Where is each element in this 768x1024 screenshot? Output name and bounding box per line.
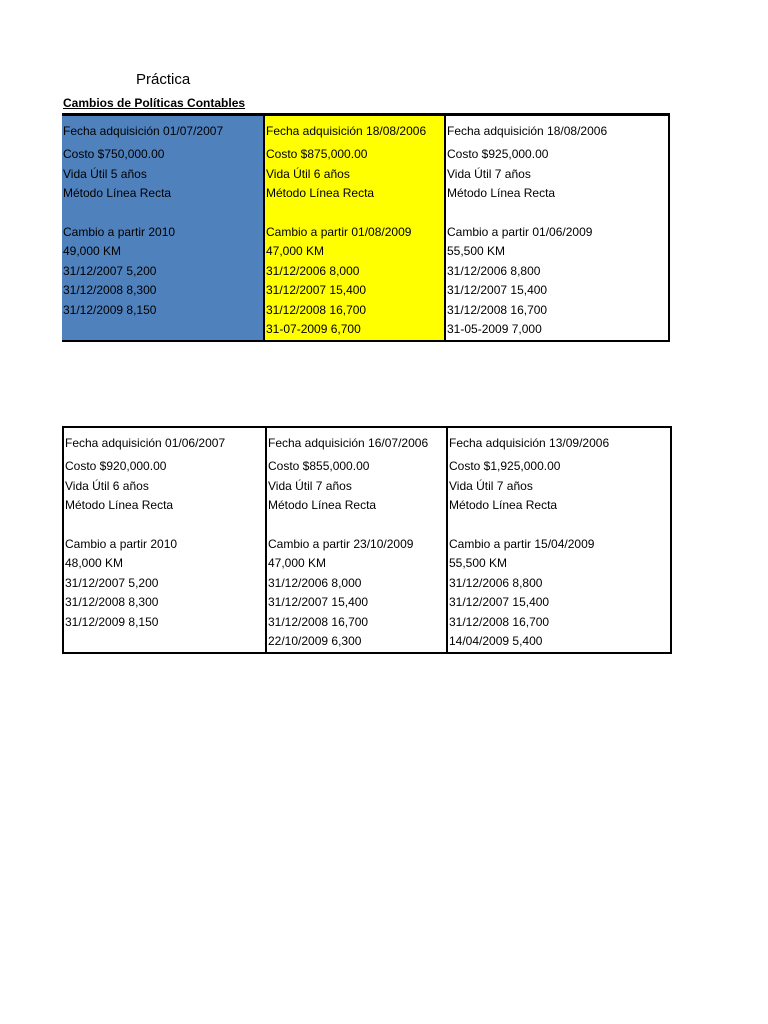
usage-entry: 31/12/2008 8,300 bbox=[65, 595, 159, 609]
method: Método Línea Recta bbox=[268, 498, 377, 512]
total-km: 55,500 KM bbox=[449, 556, 508, 570]
usage-entry: 31/12/2009 8,150 bbox=[65, 614, 159, 629]
change-from: Cambio a partir 01/08/2009 bbox=[266, 224, 412, 239]
usage-entry: 31/12/2007 5,200 bbox=[65, 575, 159, 590]
change-from: Cambio a partir 01/06/2009 bbox=[447, 224, 593, 239]
usage-entry: 31/12/2007 15,400 bbox=[268, 595, 369, 609]
usage-entry: 31/12/2006 8,800 bbox=[449, 575, 543, 590]
acquisition-date: Fecha adquisición 01/06/2007 bbox=[65, 436, 226, 450]
page-subtitle: Cambios de Políticas Contables bbox=[63, 96, 246, 110]
acquisition-date: Fecha adquisición 18/08/2006 bbox=[447, 124, 608, 138]
total-km: 47,000 KM bbox=[266, 244, 325, 258]
asset-column bbox=[266, 427, 447, 653]
method: Método Línea Recta bbox=[65, 498, 174, 512]
usage-entry: 31/12/2007 15,400 bbox=[447, 283, 548, 297]
asset-table-2 bbox=[62, 426, 672, 654]
usage-entry: 31/12/2008 16,700 bbox=[268, 614, 369, 629]
asset-column bbox=[445, 115, 669, 341]
usage-entry: 31/12/2009 8,150 bbox=[63, 302, 157, 317]
useful-life: Vida Útil 7 años bbox=[447, 166, 531, 181]
acquisition-date: Fecha adquisición 16/07/2006 bbox=[268, 436, 429, 450]
asset-column bbox=[264, 115, 445, 341]
useful-life: Vida Útil 5 años bbox=[63, 166, 147, 181]
usage-entry: 31-05-2009 7,000 bbox=[447, 322, 542, 336]
total-km: 47,000 KM bbox=[268, 556, 327, 570]
change-from: Cambio a partir 2010 bbox=[63, 224, 176, 239]
change-from: Cambio a partir 2010 bbox=[65, 536, 178, 551]
useful-life: Vida Útil 7 años bbox=[268, 478, 352, 493]
useful-life: Vida Útil 7 años bbox=[449, 478, 533, 493]
cost: Costo $920,000.00 bbox=[65, 459, 167, 473]
total-km: 55,500 KM bbox=[447, 244, 506, 258]
usage-entry: 31/12/2007 5,200 bbox=[63, 263, 157, 278]
method: Método Línea Recta bbox=[63, 186, 172, 200]
usage-entry: 22/10/2009 6,300 bbox=[268, 634, 362, 648]
usage-entry: 31/12/2008 16,700 bbox=[266, 302, 367, 317]
change-from: Cambio a partir 15/04/2009 bbox=[449, 536, 595, 551]
usage-entry: 31/12/2008 16,700 bbox=[447, 302, 548, 317]
acquisition-date: Fecha adquisición 13/09/2006 bbox=[449, 436, 610, 450]
usage-entry bbox=[63, 320, 263, 340]
cost: Costo $1,925,000.00 bbox=[449, 459, 561, 473]
usage-entry: 31-07-2009 6,700 bbox=[266, 322, 361, 336]
asset-column bbox=[63, 427, 266, 653]
cost: Costo $875,000.00 bbox=[266, 147, 368, 161]
usage-entry: 31/12/2007 15,400 bbox=[449, 595, 550, 609]
cost: Costo $855,000.00 bbox=[268, 459, 370, 473]
page-title: Práctica bbox=[136, 71, 191, 88]
acquisition-date: Fecha adquisición 01/07/2007 bbox=[63, 124, 224, 138]
usage-entry: 31/12/2007 15,400 bbox=[266, 283, 367, 297]
acquisition-date: Fecha adquisición 18/08/2006 bbox=[266, 124, 427, 138]
total-km: 48,000 KM bbox=[65, 556, 124, 570]
cost: Costo $925,000.00 bbox=[447, 147, 549, 161]
total-km: 49,000 KM bbox=[63, 244, 122, 258]
usage-entry: 31/12/2006 8,000 bbox=[266, 263, 360, 278]
usage-entry: 31/12/2008 8,300 bbox=[63, 283, 157, 297]
usage-entry: 31/12/2006 8,800 bbox=[447, 263, 541, 278]
cost: Costo $750,000.00 bbox=[63, 147, 165, 161]
method: Método Línea Recta bbox=[266, 186, 375, 200]
useful-life: Vida Útil 6 años bbox=[65, 478, 149, 493]
asset-table-1 bbox=[62, 113, 670, 342]
asset-column bbox=[62, 115, 264, 341]
usage-entry bbox=[65, 632, 265, 652]
usage-entry: 14/04/2009 5,400 bbox=[449, 634, 543, 648]
method: Método Línea Recta bbox=[447, 186, 556, 200]
asset-column bbox=[447, 427, 671, 653]
usage-entry: 31/12/2008 16,700 bbox=[449, 614, 550, 629]
change-from: Cambio a partir 23/10/2009 bbox=[268, 536, 414, 551]
method: Método Línea Recta bbox=[449, 498, 558, 512]
useful-life: Vida Útil 6 años bbox=[266, 166, 350, 181]
usage-entry: 31/12/2006 8,000 bbox=[268, 575, 362, 590]
